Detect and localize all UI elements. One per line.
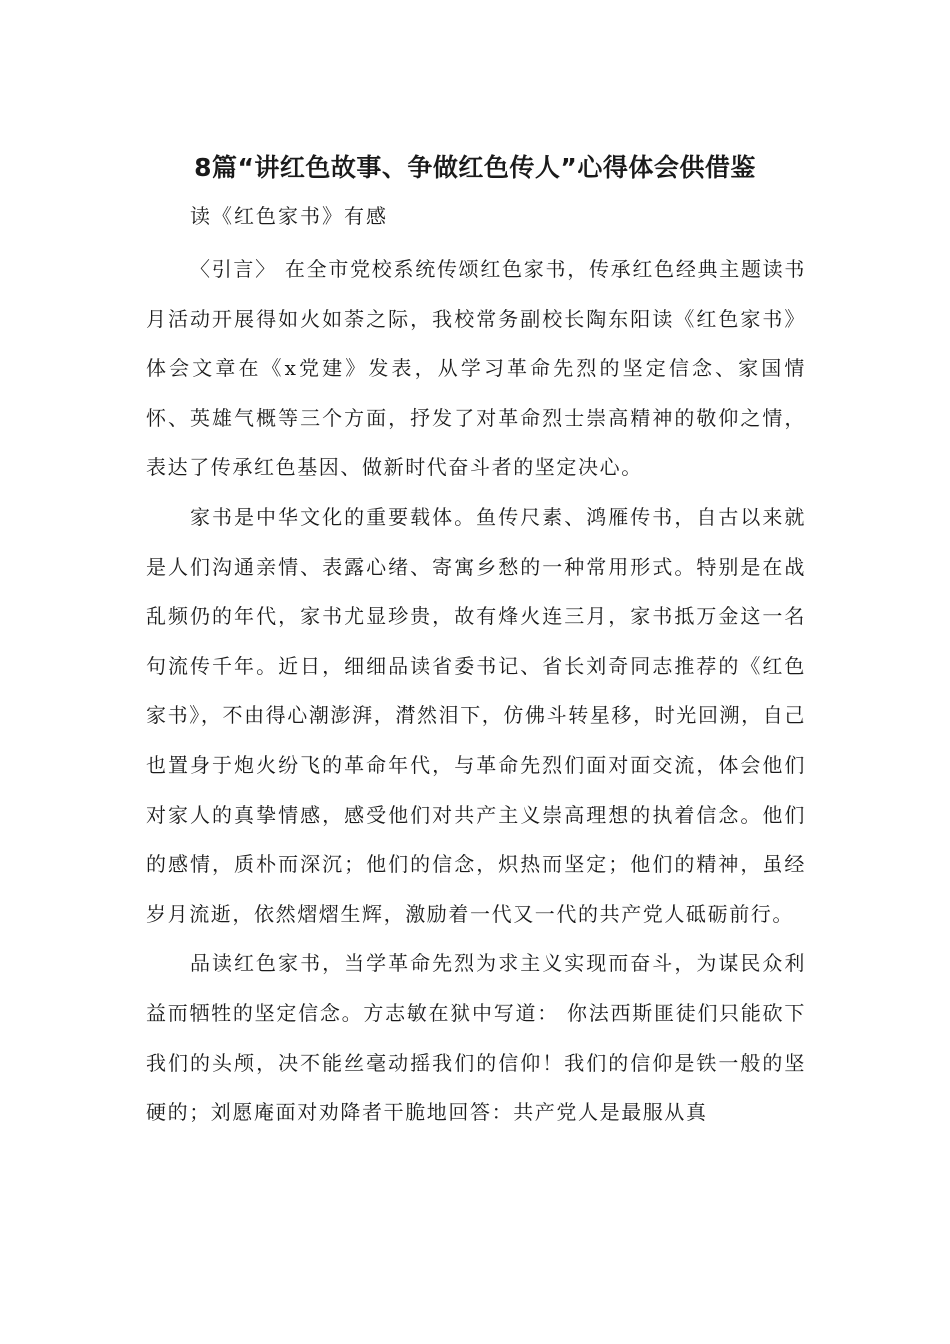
paragraph-firm-belief: 品读红色家书，当学革命先烈为求主义实现而奋斗，为谋民众利益而牺牲的坚定信念。方志敏在狱中写道： 你法西斯匪徒们只能砍下我们的头颅，决不能丝毫动摇我们的信仰！我们的信仰是铁一般的坚硬的；刘愿庵面对劝降者干脆地回答：共产党人是最服从真 bbox=[146, 951, 806, 1125]
document-body bbox=[146, 245, 806, 1138]
document-subtitle: 读《红色家书》有感 bbox=[190, 204, 388, 228]
paragraph-family-letters: 家书是中华文化的重要载体。鱼传尺素、鸿雁传书，自古以来就是人们沟通亲情、表露心绪、寄寓乡愁的一种常用形式。特别是在战乱频仍的年代，家书尤显珍贵，故有烽火连三月，家书抵万金这一名句流传千年。近日，细细品读省委书记、省长刘奇同志推荐的《红色家书》，不由得心潮澎湃，潸然泪下，仿佛斗转星移，时光回溯，自己也置身于炮火纷飞的革命年代，与革命先烈们面对面交流，体会他们对家人的真挚情感，感受他们对共产主义崇高理想的执着信念。他们的感情，质朴而深沉；他们的信念，炽热而坚定；他们的精神，虽经岁月流逝，依然熠熠生辉，激励着一代又一代的共产党人砥砺前行。 bbox=[146, 504, 806, 926]
document-title: 8篇“讲红色故事、争做红色传人”心得体会供借鉴 bbox=[194, 153, 756, 182]
paragraph-intro: 〈引言〉 在全市党校系统传颂红色家书，传承红色经典主题读书月活动开展得如火如荼之际，我校常务副校长陶东阳读《红色家书》体会文章在《x党建》发表，从学习革命先烈的坚定信念、家国情怀、英雄气概等三个方面，抒发了对革命烈士崇高精神的敬仰之情，表达了传承红色基因、做新时代奋斗者的坚定决心。 bbox=[146, 257, 806, 480]
